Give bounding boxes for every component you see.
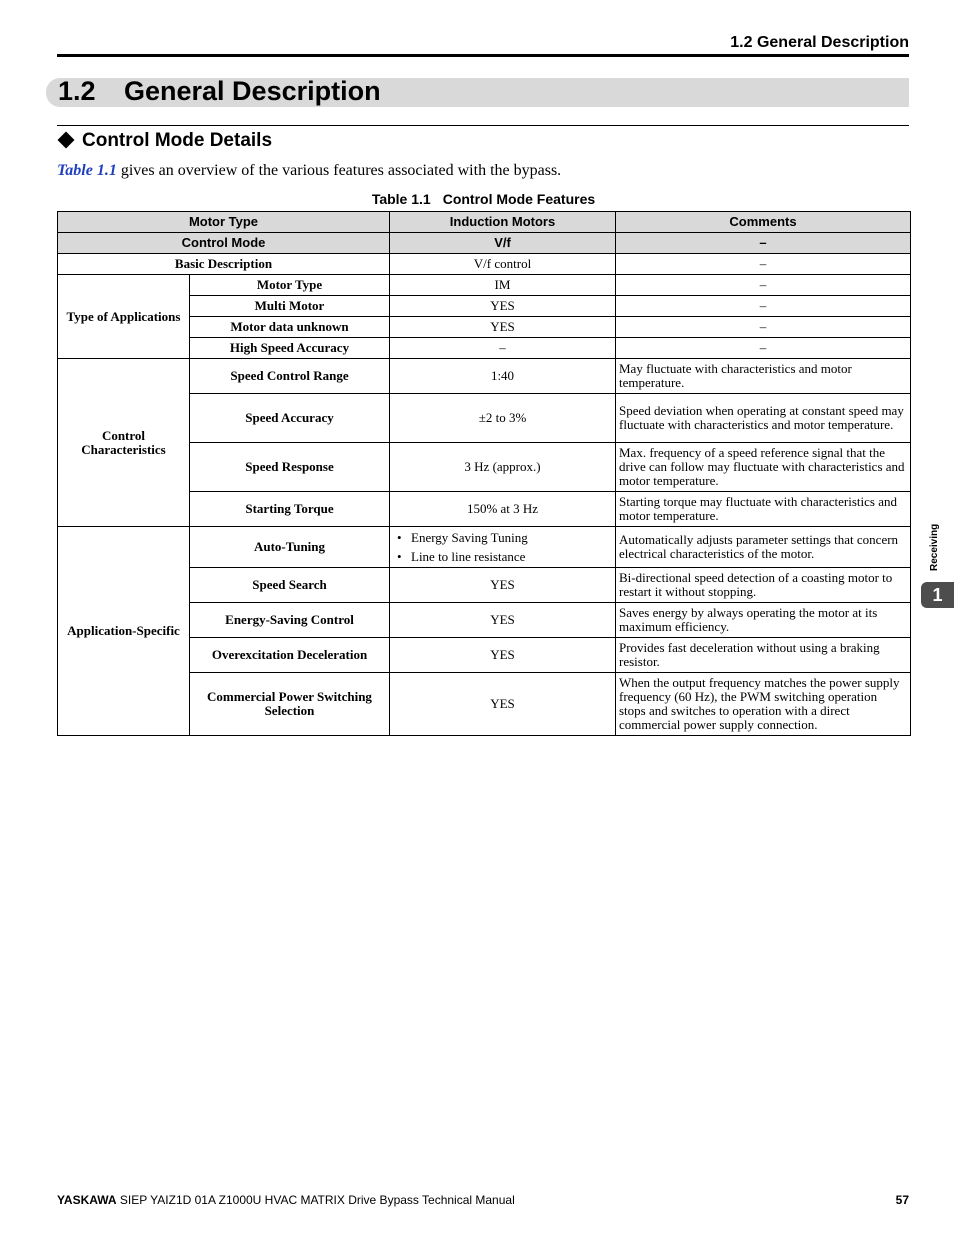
value-cell: YES <box>390 673 616 736</box>
subsection-heading <box>57 130 272 152</box>
table-row <box>58 254 911 275</box>
subheader-cell: V/f <box>390 233 616 254</box>
table-caption-label: Table 1.1 <box>371 191 431 207</box>
footer-brand: YASKAWA <box>57 1193 117 1207</box>
header-cell: Motor Type <box>58 212 390 233</box>
group-label: Type of Applications <box>58 275 190 359</box>
side-tab-label: Receiving <box>929 523 940 571</box>
comment-cell: Max. frequency of a speed reference signal that the drive can follow may fluctuate with characteristics and motor temperature. <box>616 443 911 492</box>
page-number: 57 <box>895 1193 909 1207</box>
header-rule <box>57 54 909 57</box>
group-label: Control Characteristics <box>58 359 190 527</box>
feature-cell: Auto-Tuning <box>190 527 390 568</box>
comment-cell: – <box>616 254 911 275</box>
comment-cell: – <box>616 317 911 338</box>
table-header-row <box>58 212 911 233</box>
chapter-tab: 1 <box>921 582 954 608</box>
comment-cell: When the output frequency matches the power supply frequency (60 Hz), the PWM switching operation stops and switches to operation with a direct commercial power supply connection. <box>616 673 911 736</box>
value-cell: YES <box>390 296 616 317</box>
table-row <box>58 275 911 296</box>
value-cell: YES <box>390 568 616 603</box>
subheader-cell: – <box>616 233 911 254</box>
value-cell <box>390 527 616 568</box>
value-cell: 1:40 <box>390 359 616 394</box>
table-caption <box>0 191 954 207</box>
feature-cell: Overexcitation Deceleration <box>190 638 390 673</box>
intro-paragraph <box>57 162 561 180</box>
feature-cell: Speed Search <box>190 568 390 603</box>
feature-cell: Starting Torque <box>190 492 390 527</box>
section-title-text: General Description <box>124 76 381 106</box>
feature-cell: Commercial Power Switching Selection <box>190 673 390 736</box>
section-title <box>58 76 381 107</box>
value-cell: – <box>390 338 616 359</box>
comment-cell: – <box>616 275 911 296</box>
list-item: • Energy Saving Tuning <box>401 528 612 547</box>
comment-cell: Bi-directional speed detection of a coasting motor to restart it without stopping. <box>616 568 911 603</box>
feature-cell: Multi Motor <box>190 296 390 317</box>
feature-cell: Speed Control Range <box>190 359 390 394</box>
group-label: Application-Specific <box>58 527 190 736</box>
comment-cell: May fluctuate with characteristics and motor temperature. <box>616 359 911 394</box>
feature-cell: Speed Accuracy <box>190 394 390 443</box>
value-cell: 3 Hz (approx.) <box>390 443 616 492</box>
value-cell: YES <box>390 603 616 638</box>
value-cell: ±2 to 3% <box>390 394 616 443</box>
intro-text: gives an overview of the various features associated with the bypass. <box>116 162 562 179</box>
header-cell: Induction Motors <box>390 212 616 233</box>
running-header: 1.2 General Description <box>730 34 909 51</box>
footer-doc: SIEP YAIZ1D 01A Z1000U HVAC MATRIX Drive Bypass Technical Manual <box>116 1193 515 1207</box>
section-number: 1.2 <box>58 76 96 106</box>
table-reference-link[interactable]: Table 1.1 <box>57 162 117 179</box>
value-cell: 150% at 3 Hz <box>390 492 616 527</box>
feature-cell: High Speed Accuracy <box>190 338 390 359</box>
value-cell: IM <box>390 275 616 296</box>
table-row <box>58 527 911 568</box>
section-rule <box>57 125 909 126</box>
row-label: Basic Description <box>58 254 390 275</box>
value-cell: YES <box>390 317 616 338</box>
value-cell: V/f control <box>390 254 616 275</box>
feature-cell: Energy-Saving Control <box>190 603 390 638</box>
list-item: • Line to line resistance <box>401 547 612 566</box>
comment-cell: – <box>616 338 911 359</box>
comment-cell: Provides fast deceleration without using a braking resistor. <box>616 638 911 673</box>
comment-cell: Automatically adjusts parameter settings that concern electrical characteristics of the motor. <box>616 527 911 568</box>
comment-cell: Starting torque may fluctuate with characteristics and motor temperature. <box>616 492 911 527</box>
auto-tuning-options <box>393 528 612 566</box>
table-subheader-row <box>58 233 911 254</box>
table-row <box>58 359 911 394</box>
value-cell: YES <box>390 638 616 673</box>
feature-cell: Speed Response <box>190 443 390 492</box>
diamond-bullet-icon <box>58 131 75 148</box>
footer-document-title <box>57 1193 515 1207</box>
comment-cell: – <box>616 296 911 317</box>
comment-cell: Saves energy by always operating the motor at its maximum efficiency. <box>616 603 911 638</box>
control-mode-features-table <box>57 211 911 736</box>
feature-cell: Motor Type <box>190 275 390 296</box>
table-caption-title: Control Mode Features <box>442 191 596 207</box>
subheader-cell: Control Mode <box>58 233 390 254</box>
comment-cell: Speed deviation when operating at constant speed may fluctuate with characteristics and motor temperature. <box>616 394 911 443</box>
subsection-title: Control Mode Details <box>82 130 273 151</box>
header-cell: Comments <box>616 212 911 233</box>
feature-cell: Motor data unknown <box>190 317 390 338</box>
